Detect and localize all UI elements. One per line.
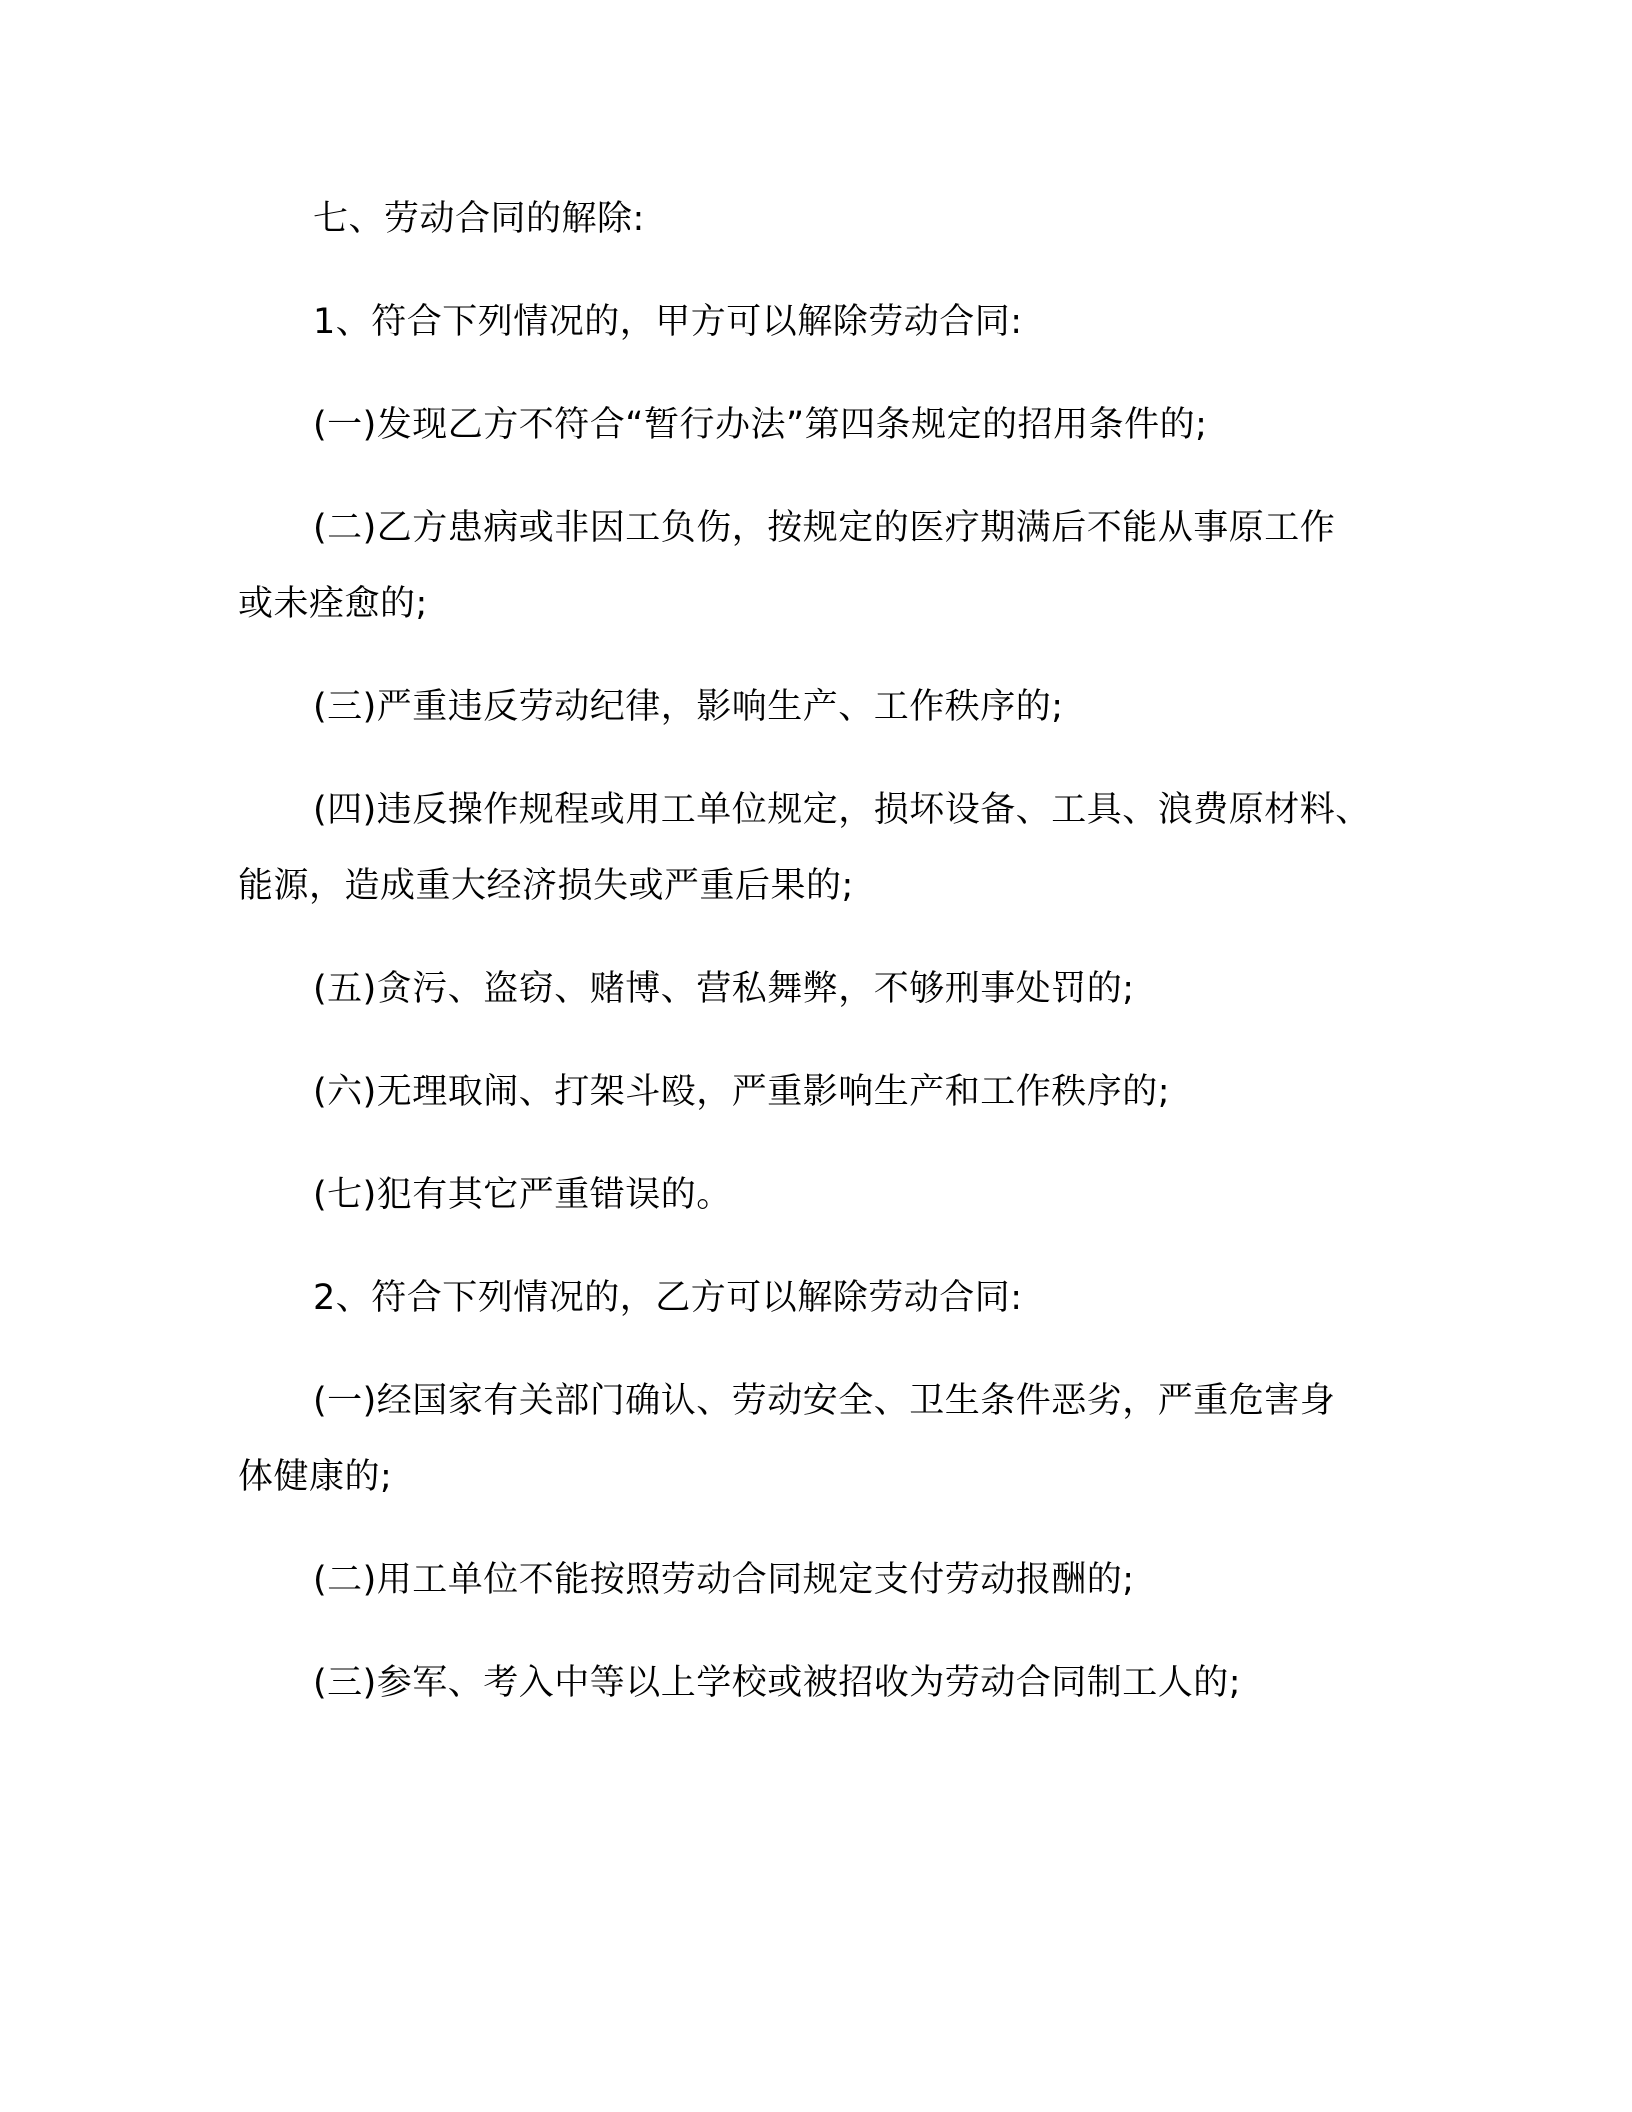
clause-2-intro: 2、符合下列情况的，乙方可以解除劳动合同: — [313, 1278, 1023, 1318]
clause-2-item-1-continued: 体健康的; — [238, 1457, 393, 1497]
clause-1-item-4-continued: 能源，造成重大经济损失或严重后果的; — [238, 866, 854, 906]
clause-2-item-2: (二)用工单位不能按照劳动合同规定支付劳动报酬的; — [313, 1560, 1135, 1600]
section-heading: 七、劳动合同的解除: — [313, 199, 645, 239]
clause-1-item-4: (四)违反操作规程或用工单位规定，损坏设备、工具、浪费原材料、 — [313, 790, 1371, 830]
clause-1-item-2-continued: 或未痊愈的; — [238, 584, 428, 624]
clause-1-item-5: (五)贪污、盗窃、赌博、营私舞弊，不够刑事处罚的; — [313, 969, 1135, 1009]
clause-2-item-3: (三)参军、考入中等以上学校或被招收为劳动合同制工人的; — [313, 1663, 1242, 1703]
clause-1-item-1: (一)发现乙方不符合“暂行办法”第四条规定的招用条件的; — [313, 405, 1208, 445]
clause-1-item-7: (七)犯有其它严重错误的。 — [313, 1175, 732, 1215]
clause-1-item-6: (六)无理取闹、打架斗殴，严重影响生产和工作秩序的; — [313, 1072, 1171, 1112]
clause-2-item-1: (一)经国家有关部门确认、劳动安全、卫生条件恶劣，严重危害身 — [313, 1381, 1336, 1421]
clause-1-item-2: (二)乙方患病或非因工负伤，按规定的医疗期满后不能从事原工作 — [313, 508, 1336, 548]
clause-1-intro: 1、符合下列情况的，甲方可以解除劳动合同: — [313, 302, 1023, 342]
clause-1-item-3: (三)严重违反劳动纪律，影响生产、工作秩序的; — [313, 687, 1064, 727]
